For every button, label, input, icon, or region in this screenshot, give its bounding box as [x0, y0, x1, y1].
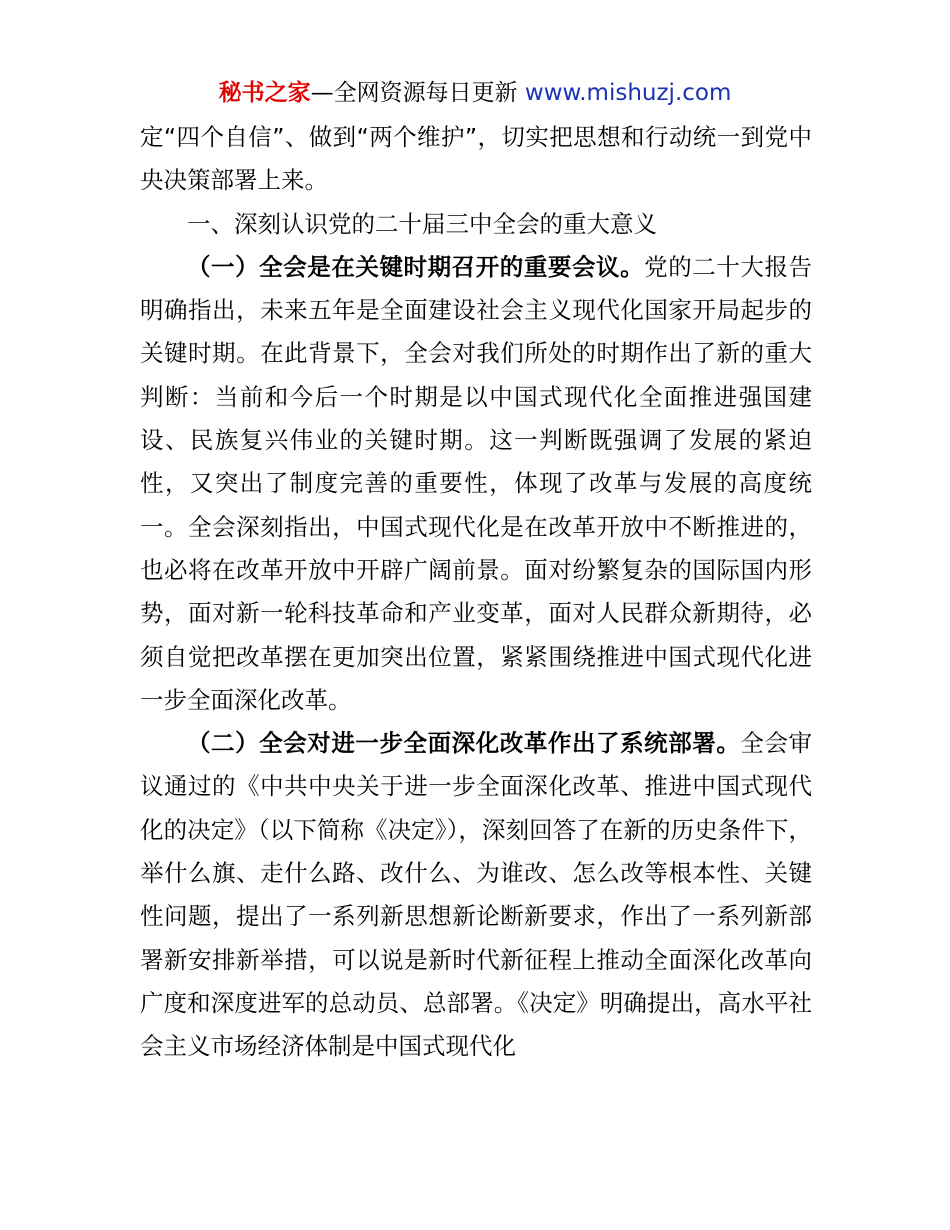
section-heading: 一、深刻认识党的二十届三中全会的重大意义: [187, 209, 657, 238]
paragraph-1-text: 党的二十大报告明确指出，未来五年是全面建设社会主义现代化国家开局起步的关键时期。在此背景下，全会对我们所处的时期作出了新的重大判断：当前和今后一个时期是以中国式现代化全面推进强国建设、民族复兴伟业的关键时期。这一判断既强调了发展的紧迫性，又突出了制度完善的重要性，体现了改革与发展的高度统一。全会深刻指出，中国式现代化是在改革开放中不断推进的，也必将在改革开放中开辟广阔前景。面对纷繁复杂的国际国内形势，面对新一轮科技革命和产业变革，面对人民群众新期待，必须自觉把改革摆在更加突出位置，紧紧围绕推进中国式现代化进一步全面深化改革。: [140, 252, 813, 714]
paragraph-1: [140, 246, 812, 722]
header-tagline: —全网资源每日更新: [310, 80, 525, 106]
site-url-link[interactable]: www.mishuzj.com: [524, 80, 732, 106]
paragraph-2: [140, 722, 812, 1068]
intro-paragraph: 定“四个自信”、做到“两个维护”，切实把思想和行动统一到党中央决策部署上来。: [140, 123, 812, 195]
brand-name: 秘书之家: [218, 80, 311, 106]
site-header: [0, 76, 950, 110]
paragraph-1-lead: （一）全会是在关键时期召开的重要会议。: [187, 252, 645, 281]
document-body: [140, 116, 812, 1069]
paragraph-2-text: 全会审议通过的《中共中央关于进一步全面深化改革、推进中国式现代化的决定》（以下简称《决定》），深刻回答了在新的历史条件下，举什么旗、走什么路、改什么、为谁改、怎么改等根本性、关键性问题，提出了一系列新思想新论断新要求，作出了一系列新部署新安排新举措，可以说是新时代新征程上推动全面深化改革向广度和深度进军的总动员、总部署。《决定》明确提出，高水平社会主义市场经济体制是中国式现代化: [140, 729, 813, 1061]
paragraph-2-lead: （二）全会对进一步全面深化改革作出了系统部署。: [187, 729, 741, 758]
